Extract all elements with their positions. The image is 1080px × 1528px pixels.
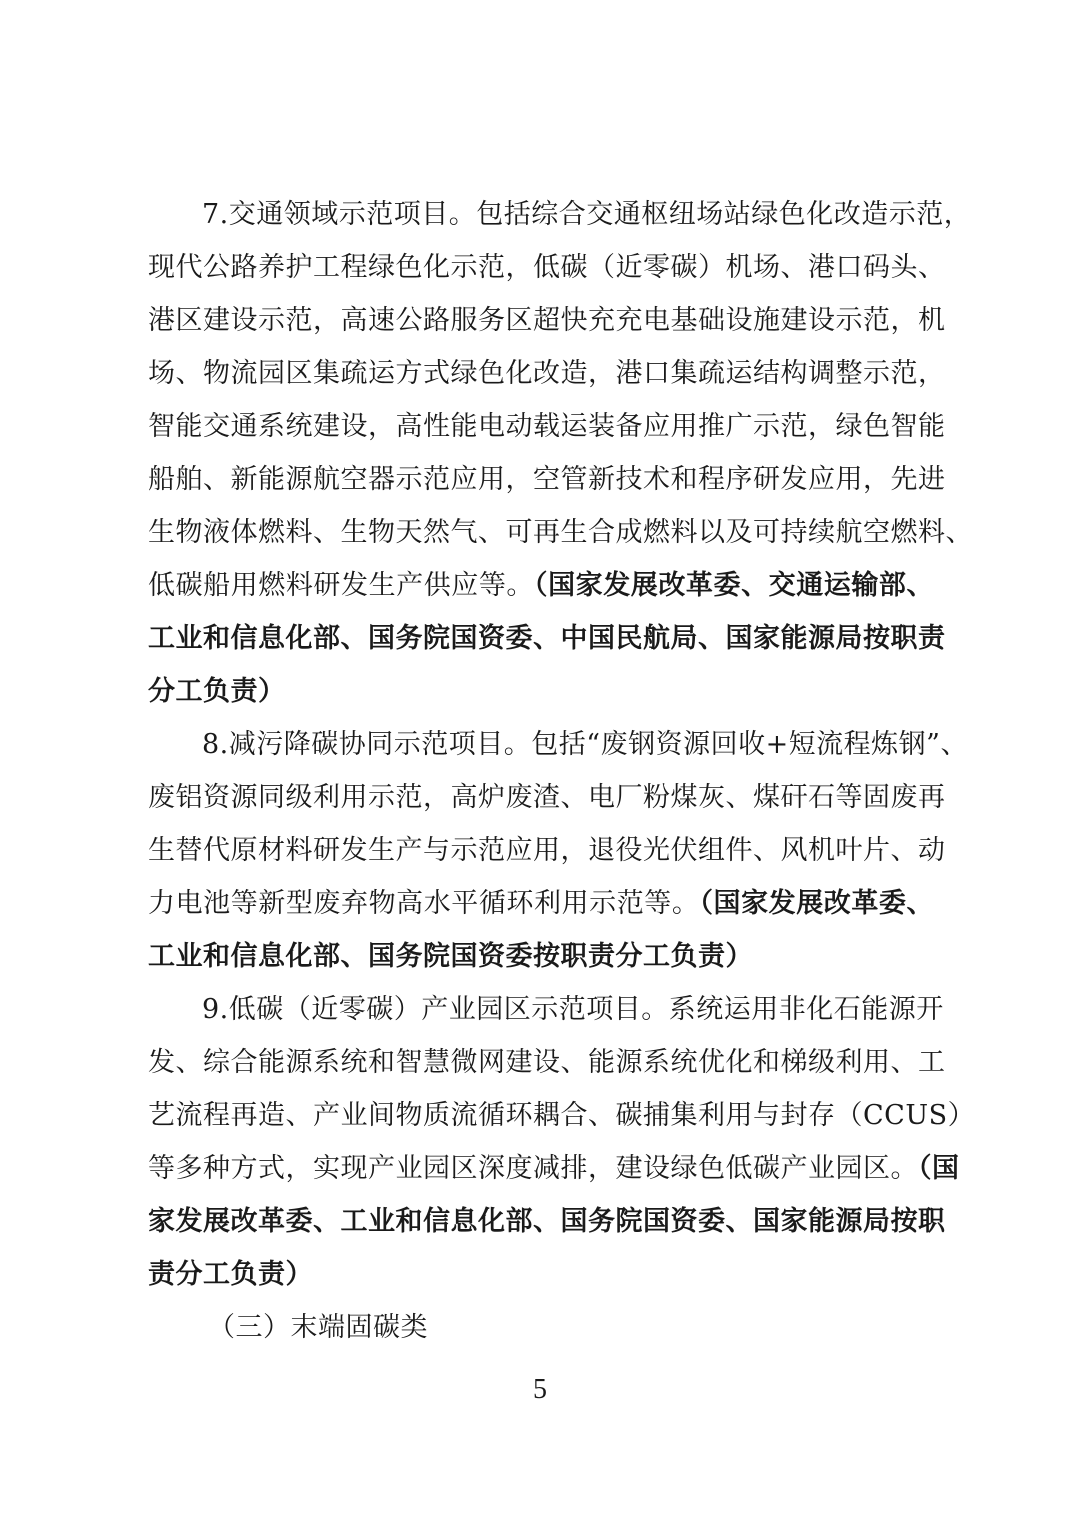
paragraph-transport-demo — [148, 188, 973, 718]
text-line: 发、综合能源系统和智慧微网建设、能源系统优化和梯级利用、工 — [148, 1047, 946, 1078]
responsible-departments: 责分工负责） — [148, 1259, 313, 1290]
responsible-departments: 家发展改革委、工业和信息化部、国务院国资委、国家能源局按职 — [148, 1206, 946, 1237]
text-line: 7.交通领域示范项目。包括综合交通枢纽场站绿色化改造示范， — [202, 199, 972, 230]
page-number: 5 — [533, 1374, 547, 1405]
section-heading: （三）末端固碳类 — [208, 1312, 428, 1343]
responsible-departments: 工业和信息化部、国务院国资委、中国民航局、国家能源局按职责 — [148, 623, 946, 654]
text-line: 8.减污降碳协同示范项目。包括“废钢资源回收+短流程炼钢”、 — [202, 729, 968, 760]
text-span: 等多种方式，实现产业园区深度减排，建设绿色低碳产业园区。 — [148, 1153, 918, 1184]
text-line: 废铝资源同级利用示范，高炉废渣、电厂粉煤灰、煤矸石等固废再 — [148, 782, 946, 813]
responsible-departments: （国家发展改革委、交通运输部、 — [534, 570, 934, 601]
text-line: 9.低碳（近零碳）产业园区示范项目。系统运用非化石能源开 — [202, 994, 944, 1025]
responsible-departments: （国 — [918, 1153, 960, 1184]
responsible-departments: 分工负责） — [148, 676, 286, 707]
text-line-mixed — [148, 1142, 960, 1195]
paragraph-industrial-park-demo — [148, 983, 976, 1301]
paragraph-pollution-carbon-demo — [148, 718, 968, 983]
text-line: 智能交通系统建设，高性能电动载运装备应用推广示范，绿色智能 — [148, 411, 946, 442]
text-line: 生替代原材料研发生产与示范应用，退役光伏组件、风机叶片、动 — [148, 835, 946, 866]
text-line: 港区建设示范，高速公路服务区超快充充电基础设施建设示范，机 — [148, 305, 946, 336]
text-line-mixed — [148, 877, 934, 930]
text-line: 艺流程再造、产业间物质流循环耦合、碳捕集利用与封存（CCUS） — [148, 1100, 976, 1131]
text-line: 现代公路养护工程绿色化示范，低碳（近零碳）机场、港口码头、 — [148, 252, 946, 283]
text-line: 船舶、新能源航空器示范应用，空管新技术和程序研发应用，先进 — [148, 464, 946, 495]
text-line-mixed — [148, 559, 934, 612]
responsible-departments: （国家发展改革委、 — [699, 888, 935, 919]
text-line: 场、物流园区集疏运方式绿色化改造，港口集疏运结构调整示范， — [148, 358, 946, 389]
text-span: 低碳船用燃料研发生产供应等。 — [148, 570, 534, 601]
text-span: 力电池等新型废弃物高水平循环利用示范等。 — [148, 888, 700, 919]
text-line: 生物液体燃料、生物天然气、可再生合成燃料以及可持续航空燃料、 — [148, 517, 973, 548]
responsible-departments: 工业和信息化部、国务院国资委按职责分工负责） — [148, 941, 753, 972]
document-body — [148, 188, 976, 1354]
